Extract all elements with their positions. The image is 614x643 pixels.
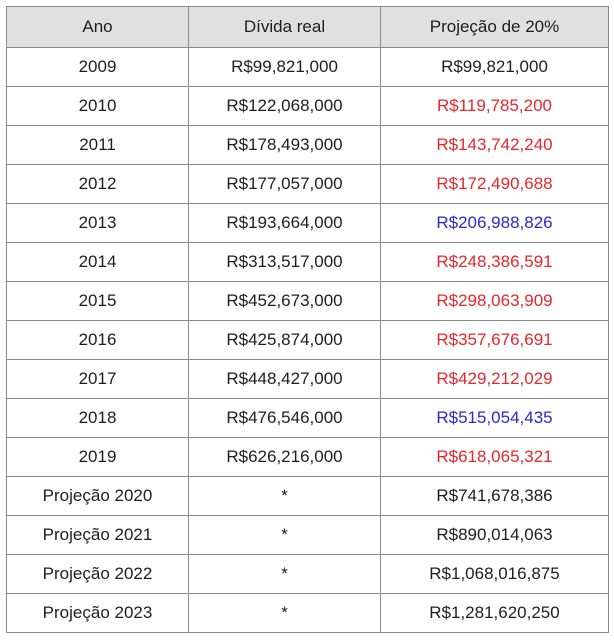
debt-table-container	[6, 6, 608, 633]
year-cell: 2013	[7, 204, 189, 243]
year-cell: 2009	[7, 48, 189, 87]
header-projection: Projeção de 20%	[381, 7, 609, 48]
projection-cell: R$298,063,909	[381, 282, 609, 321]
projection-cell: R$206,988,826	[381, 204, 609, 243]
year-cell: 2014	[7, 243, 189, 282]
table-row	[7, 477, 609, 516]
year-cell: Projeção 2023	[7, 594, 189, 633]
year-cell: 2015	[7, 282, 189, 321]
table-row	[7, 438, 609, 477]
projection-cell: R$172,490,688	[381, 165, 609, 204]
real-debt-cell: *	[189, 594, 381, 633]
projection-cell: R$618,065,321	[381, 438, 609, 477]
table-row	[7, 360, 609, 399]
table-row	[7, 399, 609, 438]
year-cell: 2016	[7, 321, 189, 360]
table-row	[7, 126, 609, 165]
table-row	[7, 516, 609, 555]
real-debt-cell: *	[189, 555, 381, 594]
table-row	[7, 165, 609, 204]
real-debt-cell: R$476,546,000	[189, 399, 381, 438]
real-debt-cell: R$177,057,000	[189, 165, 381, 204]
table-row	[7, 321, 609, 360]
real-debt-cell: R$193,664,000	[189, 204, 381, 243]
real-debt-cell: *	[189, 516, 381, 555]
table-row	[7, 204, 609, 243]
real-debt-cell: R$626,216,000	[189, 438, 381, 477]
real-debt-cell: R$313,517,000	[189, 243, 381, 282]
header-real-debt: Dívida real	[189, 7, 381, 48]
header-year: Ano	[7, 7, 189, 48]
projection-cell: R$741,678,386	[381, 477, 609, 516]
table-row	[7, 48, 609, 87]
projection-cell: R$1,068,016,875	[381, 555, 609, 594]
real-debt-cell: R$425,874,000	[189, 321, 381, 360]
year-cell: 2011	[7, 126, 189, 165]
table-row	[7, 87, 609, 126]
year-cell: Projeção 2021	[7, 516, 189, 555]
real-debt-cell: R$99,821,000	[189, 48, 381, 87]
year-cell: Projeção 2020	[7, 477, 189, 516]
projection-cell: R$248,386,591	[381, 243, 609, 282]
projection-cell: R$515,054,435	[381, 399, 609, 438]
year-cell: 2018	[7, 399, 189, 438]
projection-cell: R$429,212,029	[381, 360, 609, 399]
projection-cell: R$99,821,000	[381, 48, 609, 87]
projection-cell: R$1,281,620,250	[381, 594, 609, 633]
table-row	[7, 282, 609, 321]
debt-table	[6, 6, 609, 633]
year-cell: 2012	[7, 165, 189, 204]
year-cell: 2010	[7, 87, 189, 126]
real-debt-cell: R$122,068,000	[189, 87, 381, 126]
table-row	[7, 243, 609, 282]
year-cell: 2017	[7, 360, 189, 399]
real-debt-cell: R$452,673,000	[189, 282, 381, 321]
real-debt-cell: *	[189, 477, 381, 516]
projection-cell: R$119,785,200	[381, 87, 609, 126]
year-cell: Projeção 2022	[7, 555, 189, 594]
table-row	[7, 555, 609, 594]
projection-cell: R$890,014,063	[381, 516, 609, 555]
real-debt-cell: R$448,427,000	[189, 360, 381, 399]
projection-cell: R$357,676,691	[381, 321, 609, 360]
header-row	[7, 7, 609, 48]
table-row	[7, 594, 609, 633]
real-debt-cell: R$178,493,000	[189, 126, 381, 165]
year-cell: 2019	[7, 438, 189, 477]
projection-cell: R$143,742,240	[381, 126, 609, 165]
